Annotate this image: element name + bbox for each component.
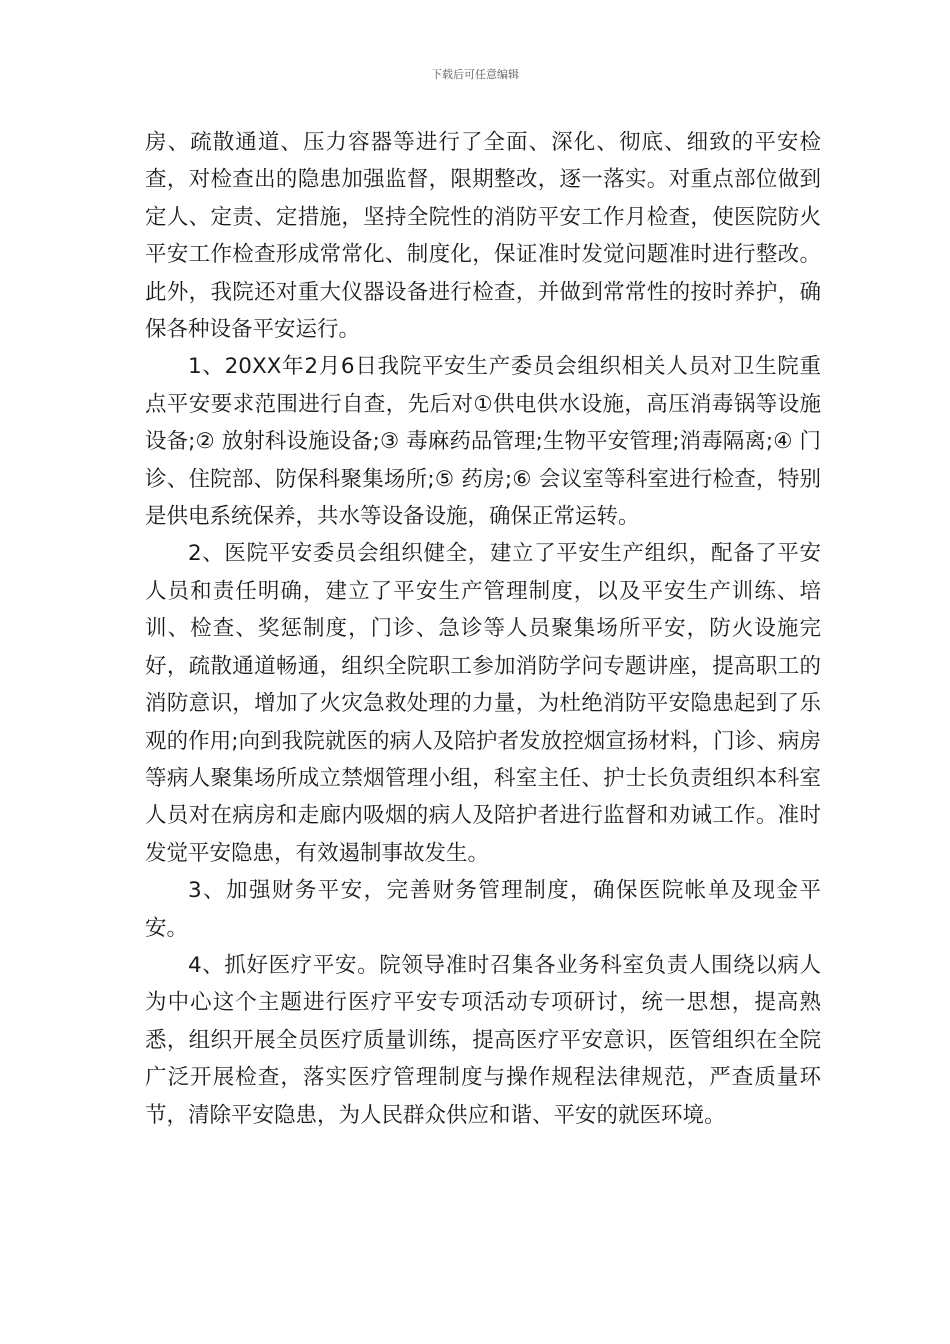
paragraph-item-4: 4、抓好医疗平安。院领导准时召集各业务科室负责人围绕以病人为中心这个主题进行医疗平安专项活动专项研讨，统一思想，提高熟悉，组织开展全员医疗质量训练，提高医疗平安意识，医管组织在全院广泛开展检查，落实医疗管理制度与操作规程法律规范，严查质量环节，清除平安隐患，为人民群众供应和谐、平安的就医环境。 — [145, 952, 821, 1128]
paragraph-item-3: 3、加强财务平安，完善财务管理制度，确保医院帐单及现金平安。 — [145, 878, 821, 941]
page-header: 下载后可任意编辑 — [431, 68, 519, 81]
paragraph-continuation: 房、疏散通道、压力容器等进行了全面、深化、彻底、细致的平安检查，对检查出的隐患加强监督，限期整改，逐一落实。对重点部位做到定人、定责、定措施，坚持全院性的消防平安工作月检查，使医院防火平安工作检查形成常常化、制度化，保证准时发觉问题准时进行整改。此外，我院还对重大仪器设备进行检查，并做到常常性的按时养护，确保各种设备平安运行。 — [145, 130, 821, 343]
paragraph-item-1: 1、20XX年2月6日我院平安生产委员会组织相关人员对卫生院重点平安要求范围进行自查，先后对①供电供水设施，高压消毒锅等设施设备;② 放射科设施设备;③ 毒麻药品管理;生物平安管理;消毒隔离;④ 门诊、住院部、防保科聚集场所;⑤ 药房;⑥ 会议室等科室进行检查，特别是供电系统保养，共水等设备设施，确保正常运转。 — [145, 354, 821, 530]
document-body — [145, 124, 821, 1134]
paragraph-item-2: 2、医院平安委员会组织健全，建立了平安生产组织，配备了平安人员和责任明确，建立了平安生产管理制度，以及平安生产训练、培训、检查、奖惩制度，门诊、急诊等人员聚集场所平安，防火设施完好，疏散通道畅通，组织全院职工参加消防学问专题讲座，提高职工的消防意识，增加了火灾急救处理的力量，为杜绝消防平安隐患起到了乐观的作用;向到我院就医的病人及陪护者发放控烟宣扬材料，门诊、病房等病人聚集场所成立禁烟管理小组，科室主任、护士长负责组织本科室人员对在病房和走廊内吸烟的病人及陪护者进行监督和劝诫工作。准时发觉平安隐患，有效遏制事故发生。 — [145, 541, 821, 866]
